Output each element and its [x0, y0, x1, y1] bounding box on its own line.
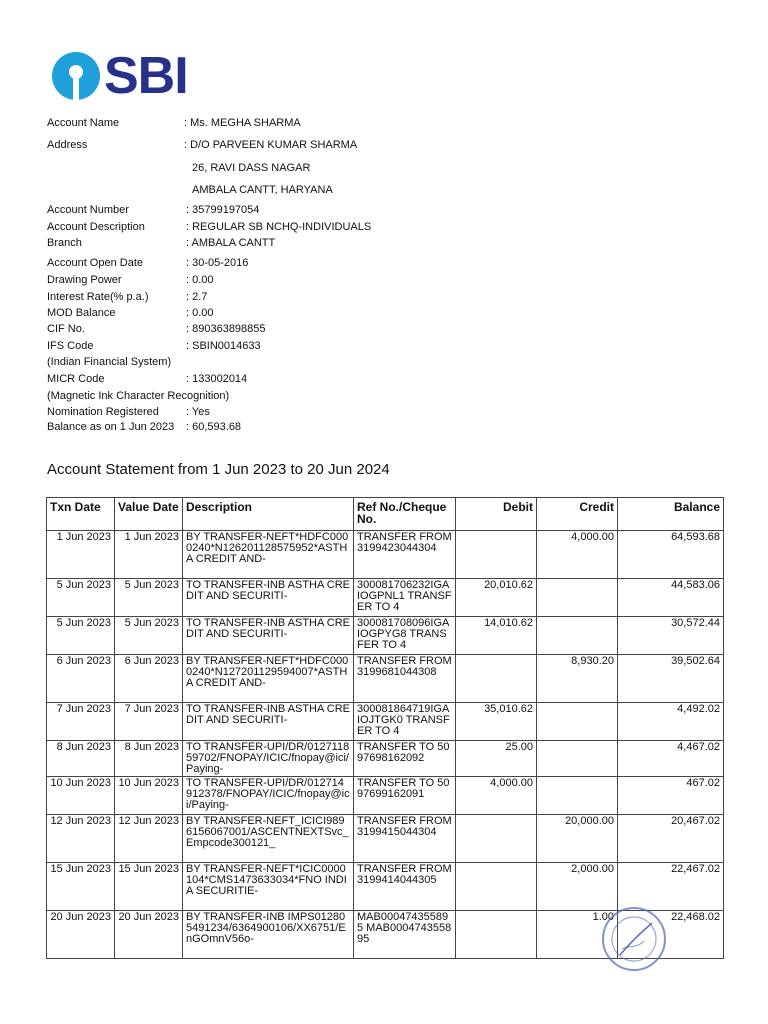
description-cell: BY TRANSFER-NEFT_ICICI9896156067001/ASCENTNEXTSvc_Empcode300121_	[183, 815, 354, 863]
txn-date-cell: 7 Jun 2023	[47, 703, 115, 741]
credit-cell: 8,930.20	[537, 655, 618, 703]
account-field-value: : 30-05-2016	[186, 257, 249, 269]
balance-cell: 44,583.06	[618, 579, 724, 617]
credit-cell: 20,000.00	[537, 815, 618, 863]
txn-date-cell: 5 Jun 2023	[47, 617, 115, 655]
credit-cell	[537, 703, 618, 741]
debit-cell: 4,000.00	[456, 777, 537, 815]
debit-cell: 20,010.62	[456, 579, 537, 617]
description-cell: TO TRANSFER-INB ASTHA CREDIT AND SECURITI-	[183, 617, 354, 655]
header-debit: Debit	[456, 498, 537, 531]
account-field-value: : 0.00	[186, 307, 214, 319]
account-field-label: MOD Balance	[47, 307, 116, 319]
account-field-value: : 133002014	[186, 373, 248, 385]
table-row	[47, 617, 724, 655]
txn-date-cell: 1 Jun 2023	[47, 531, 115, 579]
debit-cell: 25.00	[456, 741, 537, 777]
sbi-logo-icon	[52, 52, 100, 100]
account-field-value: : REGULAR SB NCHQ-INDIVIDUALS	[186, 221, 372, 233]
description-cell: BY TRANSFER-NEFT*HDFC0000240*N127201129594007*ASTHA CREDIT AND-	[183, 655, 354, 703]
sbi-logo	[52, 47, 188, 105]
credit-cell	[537, 741, 618, 777]
value-date-cell: 1 Jun 2023	[115, 531, 183, 579]
account-field-value: : 60,593.68	[186, 421, 242, 433]
debit-cell	[456, 531, 537, 579]
account-field-value: : D/O PARVEEN KUMAR SHARMA	[184, 139, 358, 151]
balance-cell: 22,468.02	[618, 911, 724, 959]
credit-cell: 2,000.00	[537, 863, 618, 911]
account-field-label: IFS Code	[47, 340, 94, 352]
header-description: Description	[183, 498, 354, 531]
sbi-logo-text: SBI	[104, 47, 188, 105]
ref-no-cell: 300081706232IGAIOGPNL1 TRANSFER TO 4	[354, 579, 456, 617]
account-field-label: CIF No.	[47, 323, 85, 335]
account-field-label: Account Description	[47, 221, 145, 233]
balance-cell: 4,492.02	[618, 703, 724, 741]
account-field-label: Balance as on 1 Jun 2023	[47, 421, 175, 433]
account-field-value: 26, RAVI DASS NAGAR	[192, 162, 311, 174]
statement-title: Account Statement from 1 Jun 2023 to 20 Jun 2024	[47, 461, 390, 478]
balance-cell: 467.02	[618, 777, 724, 815]
bank-seal-stamp	[600, 905, 668, 973]
value-date-cell: 15 Jun 2023	[115, 863, 183, 911]
txn-date-cell: 5 Jun 2023	[47, 579, 115, 617]
table-row	[47, 531, 724, 579]
value-date-cell: 5 Jun 2023	[115, 617, 183, 655]
account-field-label: MICR Code	[47, 373, 105, 385]
account-field-value: : 890363898855	[186, 323, 266, 335]
header-balance: Balance	[618, 498, 724, 531]
transactions-table	[46, 497, 724, 959]
credit-cell: 1.00	[537, 911, 618, 959]
credit-cell	[537, 777, 618, 815]
description-cell: BY TRANSFER-NEFT*HDFC0000240*N126201128575952*ASTHA CREDIT AND-	[183, 531, 354, 579]
value-date-cell: 6 Jun 2023	[115, 655, 183, 703]
value-date-cell: 10 Jun 2023	[115, 777, 183, 815]
value-date-cell: 7 Jun 2023	[115, 703, 183, 741]
debit-cell: 14,010.62	[456, 617, 537, 655]
header-credit: Credit	[537, 498, 618, 531]
value-date-cell: 8 Jun 2023	[115, 741, 183, 777]
header-txn-date: Txn Date	[47, 498, 115, 531]
ref-no-cell: TRANSFER FROM 3199415044304	[354, 815, 456, 863]
balance-cell: 30,572.44	[618, 617, 724, 655]
description-cell: BY TRANSFER-NEFT*ICIC0000104*CMS1473633034*FNO INDIA SECURITIE-	[183, 863, 354, 911]
value-date-cell: 5 Jun 2023	[115, 579, 183, 617]
txn-date-cell: 20 Jun 2023	[47, 911, 115, 959]
credit-cell: 4,000.00	[537, 531, 618, 579]
credit-cell	[537, 579, 618, 617]
ref-no-cell: MAB000474355895 MAB000474355895	[354, 911, 456, 959]
value-date-cell: 20 Jun 2023	[115, 911, 183, 959]
account-field-label: (Magnetic Ink Character Recognition)	[47, 390, 230, 402]
account-field-value: AMBALA CANTT, HARYANA	[192, 184, 333, 196]
description-cell: TO TRANSFER-UPI/DR/012711859702/FNOPAY/ICIC/fnopay@ici/Paying-	[183, 741, 354, 777]
account-field-value: : AMBALA CANTT	[186, 237, 276, 249]
account-field-value: : Ms. MEGHA SHARMA	[184, 117, 301, 129]
account-field-value: : SBIN0014633	[186, 340, 261, 352]
account-field-value: : Yes	[186, 406, 210, 418]
account-field-value: : 2.7	[186, 291, 208, 303]
txn-date-cell: 15 Jun 2023	[47, 863, 115, 911]
ref-no-cell: TRANSFER TO 5097699162091	[354, 777, 456, 815]
account-field-label: (Indian Financial System)	[47, 356, 172, 368]
table-header-row	[47, 498, 724, 531]
account-field-label: Account Number	[47, 204, 129, 216]
table-row	[47, 777, 724, 815]
header-ref-no: Ref No./Cheque No.	[354, 498, 456, 531]
description-cell: BY TRANSFER-INB IMPS012805491234/6364900106/XX6751/EnGOmnV56o-	[183, 911, 354, 959]
table-row	[47, 863, 724, 911]
account-field-label: Branch	[47, 237, 82, 249]
account-field-label: Drawing Power	[47, 274, 122, 286]
balance-cell: 22,467.02	[618, 863, 724, 911]
balance-cell: 20,467.02	[618, 815, 724, 863]
account-field-label: Address	[47, 139, 88, 151]
balance-cell: 39,502.64	[618, 655, 724, 703]
ref-no-cell: 300081864719IGAIOJTGK0 TRANSFER TO 4	[354, 703, 456, 741]
table-row	[47, 741, 724, 777]
credit-cell	[537, 617, 618, 655]
header-value-date: Value Date	[115, 498, 183, 531]
table-row	[47, 703, 724, 741]
value-date-cell: 12 Jun 2023	[115, 815, 183, 863]
table-row	[47, 579, 724, 617]
ref-no-cell: TRANSFER FROM 3199423044304	[354, 531, 456, 579]
account-field-label: Account Name	[47, 117, 120, 129]
ref-no-cell: TRANSFER FROM 3199681044308	[354, 655, 456, 703]
txn-date-cell: 6 Jun 2023	[47, 655, 115, 703]
ref-no-cell: TRANSFER TO 5097698162092	[354, 741, 456, 777]
txn-date-cell: 12 Jun 2023	[47, 815, 115, 863]
account-field-label: Interest Rate(% p.a.)	[47, 291, 149, 303]
account-field-label: Account Open Date	[47, 257, 144, 269]
description-cell: TO TRANSFER-INB ASTHA CREDIT AND SECURITI-	[183, 703, 354, 741]
debit-cell: 35,010.62	[456, 703, 537, 741]
account-field-value: : 35799197054	[186, 204, 260, 216]
debit-cell	[456, 815, 537, 863]
ref-no-cell: TRANSFER FROM 3199414044305	[354, 863, 456, 911]
description-cell: TO TRANSFER-INB ASTHA CREDIT AND SECURITI-	[183, 579, 354, 617]
debit-cell	[456, 863, 537, 911]
ref-no-cell: 300081708096IGAIOGPYG8 TRANSFER TO 4	[354, 617, 456, 655]
debit-cell	[456, 655, 537, 703]
table-row	[47, 655, 724, 703]
account-field-label: Nomination Registered	[47, 406, 159, 418]
account-field-value: : 0.00	[186, 274, 214, 286]
txn-date-cell: 8 Jun 2023	[47, 741, 115, 777]
table-row	[47, 815, 724, 863]
debit-cell	[456, 911, 537, 959]
balance-cell: 4,467.02	[618, 741, 724, 777]
txn-date-cell: 10 Jun 2023	[47, 777, 115, 815]
balance-cell: 64,593.68	[618, 531, 724, 579]
description-cell: TO TRANSFER-UPI/DR/012714912378/FNOPAY/ICIC/fnopay@ici/Paying-	[183, 777, 354, 815]
